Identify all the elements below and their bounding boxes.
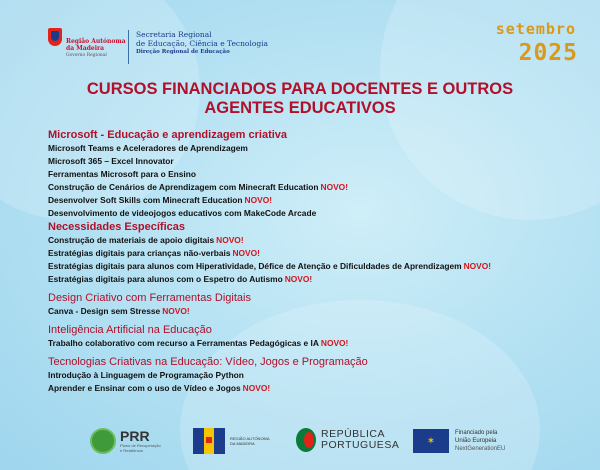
title-line2: AGENTES EDUCATIVOS [204, 99, 396, 117]
section-tecnologias [48, 356, 588, 395]
course-item: Estratégias digitais para alunos com Hiperatividade, Défice de Atenção e Dificuldades de Aprendizagem NOVO! [48, 261, 492, 271]
prr-logo [90, 428, 161, 454]
course-item: Construção de materiais de apoio digitais NOVO! [48, 235, 244, 245]
course-item: Desenvolver Soft Skills com Minecraft Education NOVO! [48, 195, 272, 205]
prr-emblem-icon [90, 428, 116, 454]
footer-logos [0, 426, 600, 462]
course-item: Canva - Design sem Stresse NOVO! [48, 306, 190, 316]
secretaria-logo [136, 30, 268, 57]
title-line1: CURSOS FINANCIADOS PARA DOCENTES E OUTROS [86, 80, 514, 98]
secretaria-line2: de Educação, Ciência e Tecnologia [136, 39, 269, 48]
section-heading: Design Criativo com Ferramentas Digitais [48, 292, 251, 304]
section-heading: Tecnologias Criativas na Educação: Vídeo, Jogos e Programação [48, 356, 368, 368]
course-item: Construção de Cenários de Aprendizagem com Minecraft Education NOVO! [48, 182, 348, 192]
madeira-line1: REGIÃO AUTÓNOMA [230, 436, 270, 441]
new-badge: NOVO! [320, 182, 348, 192]
course-item: Desenvolvimento de videojogos educativos com MakeCode Arcade [48, 208, 317, 218]
madeira-flag-icon [193, 428, 225, 454]
region-logo-line1: Região Autónoma [66, 38, 126, 45]
course-item: Ferramentas Microsoft para o Ensino [48, 169, 196, 179]
month-label: setembro [495, 20, 576, 38]
course-list [48, 129, 588, 395]
new-badge: NOVO! [284, 274, 313, 284]
page-title [0, 80, 600, 118]
eu-flag-icon: ✶ [413, 429, 449, 453]
year-label: 2025 [518, 40, 578, 66]
course-item: Trabalho colaborativo com recurso a Ferramentas Pedagógicas e IA NOVO! [48, 338, 349, 348]
section-heading: Microsoft - Educação e aprendizagem criativa [48, 129, 288, 141]
republica-line1: REPÚBLICA [321, 428, 386, 440]
course-item: Introdução à Linguagem de Programação Python [48, 370, 244, 380]
section-design [48, 292, 588, 318]
new-badge: NOVO! [242, 383, 271, 393]
section-ia [48, 324, 588, 350]
region-logo [48, 28, 126, 59]
region-logo-line2: da Madeira [66, 45, 105, 52]
region-logo-line3: Governo Regional [66, 53, 107, 58]
madeira-line2: DA MADEIRA [230, 441, 255, 446]
eu-line2: União Europeia [455, 438, 497, 444]
eu-logo [413, 429, 505, 453]
new-badge: NOVO! [162, 306, 190, 316]
secretaria-line3: Direção Regional de Educação [136, 49, 230, 55]
section-necessidades [48, 221, 588, 286]
republica-line2: PORTUGUESA [321, 439, 400, 451]
madeira-logo [193, 428, 270, 454]
new-badge: NOVO! [244, 195, 272, 205]
course-item: Estratégias digitais para crianças não-verbais NOVO! [48, 248, 260, 258]
course-item: Aprender e Ensinar com o uso de Vídeo e Jogos NOVO! [48, 383, 271, 393]
republica-logo [296, 428, 399, 452]
course-item: Estratégias digitais para alunos com o Espetro do Autismo NOVO! [48, 274, 313, 284]
republica-emblem-icon [296, 428, 316, 452]
eu-line1: Financiado pela [455, 430, 498, 436]
section-microsoft [48, 129, 588, 220]
new-badge: NOVO! [216, 235, 244, 245]
prr-label: PRR [120, 428, 150, 444]
new-badge: NOVO! [463, 261, 492, 271]
course-item: Microsoft 365 – Excel Innovator [48, 156, 174, 166]
prr-sub1: Plano de Recuperação [120, 443, 161, 448]
prr-sub2: e Resiliência [120, 448, 143, 453]
new-badge: NOVO! [320, 338, 349, 348]
header-divider [128, 30, 129, 64]
secretaria-line1: Secretaria Regional [136, 30, 212, 39]
new-badge: NOVO! [232, 248, 260, 258]
course-item: Microsoft Teams e Aceleradores de Aprendizagem [48, 143, 248, 153]
eu-line3: NextGenerationEU [455, 446, 506, 452]
madeira-shield-icon [48, 28, 62, 46]
section-heading: Inteligência Artificial na Educação [48, 324, 212, 336]
section-heading: Necessidades Específicas [48, 221, 185, 233]
